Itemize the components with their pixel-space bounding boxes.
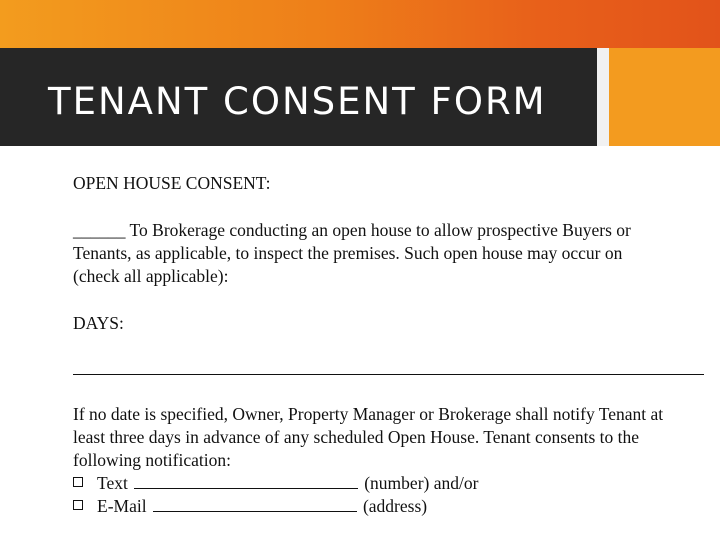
option-email-suffix: (address) bbox=[362, 496, 428, 516]
days-label: DAYS: bbox=[73, 313, 124, 333]
days-entry-line[interactable] bbox=[73, 374, 704, 375]
option-text-suffix: (number) and/or bbox=[364, 473, 479, 493]
text-number-field[interactable] bbox=[134, 473, 358, 489]
notify-line-3: following notification: bbox=[73, 450, 231, 470]
consent-line-1 bbox=[73, 219, 631, 241]
slide-title: TENANT CONSENT FORM bbox=[48, 80, 547, 123]
text-checkbox[interactable] bbox=[73, 477, 83, 487]
option-email-label: E-Mail bbox=[97, 496, 147, 516]
email-checkbox[interactable] bbox=[73, 500, 83, 510]
consent-line-2: Tenants, as applicable, to inspect the premises. Such open house may occur on bbox=[73, 243, 623, 263]
consent-line-3: (check all applicable): bbox=[73, 266, 229, 286]
form-heading: OPEN HOUSE CONSENT: bbox=[73, 173, 271, 193]
notify-line-2: least three days in advance of any scheduled Open House. Tenant consents to the bbox=[73, 427, 640, 447]
consent-text-1: To Brokerage conducting an open house to allow prospective Buyers or bbox=[125, 220, 631, 240]
accent-block bbox=[609, 48, 720, 146]
consent-initial-blank[interactable]: ______ bbox=[73, 220, 126, 240]
notify-line-1: If no date is specified, Owner, Property Manager or Brokerage shall notify Tenant at bbox=[73, 404, 664, 424]
top-accent-band bbox=[0, 0, 720, 48]
accent-gap bbox=[597, 48, 609, 146]
option-email bbox=[73, 495, 427, 517]
option-text-label: Text bbox=[97, 473, 128, 493]
email-address-field[interactable] bbox=[153, 496, 357, 512]
option-text bbox=[73, 472, 478, 494]
